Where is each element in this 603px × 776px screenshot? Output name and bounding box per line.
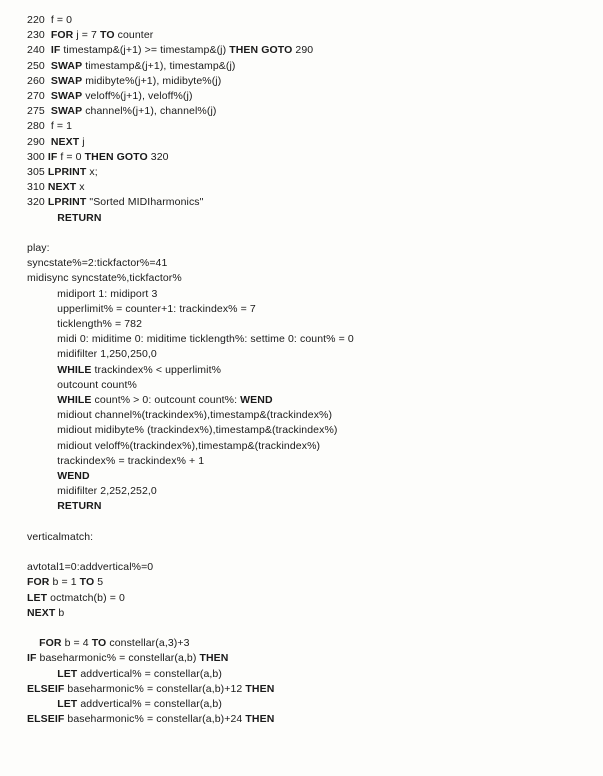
code-keyword: RETURN	[57, 211, 102, 224]
code-text: x;	[86, 166, 98, 178]
code-text: 275	[27, 105, 51, 118]
code-text: constellar(a,3)+3	[106, 637, 190, 650]
code-text: 5	[94, 576, 104, 589]
code-keyword: SWAP	[50, 59, 83, 72]
code-text	[27, 364, 57, 376]
code-line	[27, 409, 332, 421]
code-keyword: TO	[79, 576, 95, 589]
code-line	[27, 29, 153, 41]
code-text: b	[55, 606, 65, 619]
code-text: 300	[27, 150, 48, 163]
code-keyword: NEXT	[50, 135, 80, 148]
code-keyword: LET	[57, 667, 78, 680]
code-text: upperlimit% = counter+1: trackindex% = 7	[27, 302, 256, 315]
code-text: midiout channel%(trackindex%),timestamp&(trackindex%)	[27, 409, 333, 422]
code-text: midifilter 2,252,252,0	[27, 485, 157, 498]
code-line	[27, 713, 274, 725]
code-text: 290	[292, 44, 314, 57]
code-text: counter	[114, 29, 154, 42]
code-line	[27, 424, 338, 436]
code-text: play:	[27, 242, 50, 254]
code-text: addvertical% = constellar(a,b)	[77, 698, 222, 710]
code-line	[27, 196, 203, 208]
code-text: midiout midibyte% (trackindex%),timestamp&(trackindex%)	[27, 424, 338, 437]
code-keyword: NEXT	[27, 606, 56, 619]
code-line	[27, 440, 320, 452]
code-keyword: TO	[100, 29, 115, 42]
code-line	[27, 212, 102, 224]
code-line	[27, 668, 222, 680]
code-keyword: TO	[91, 637, 107, 650]
code-text: 220 f = 0	[27, 14, 73, 26]
code-text: 250	[27, 59, 51, 72]
code-keyword: ELSEIF	[27, 713, 65, 726]
code-line	[27, 592, 125, 604]
code-text	[27, 470, 57, 482]
code-keyword: WHILE	[57, 363, 92, 376]
code-text: "Sorted MIDIharmonics"	[86, 196, 204, 209]
code-keyword: FOR	[39, 637, 62, 650]
code-text: trackindex% = trackindex% + 1	[27, 454, 205, 467]
code-line	[27, 485, 157, 497]
code-keyword: SWAP	[50, 105, 83, 118]
code-line	[27, 75, 221, 87]
code-keyword: LPRINT	[47, 196, 87, 209]
code-text: syncstate%=2:tickfactor%=41	[27, 257, 168, 270]
code-keyword: WHILE	[57, 394, 92, 406]
code-text: 280 f = 1	[27, 120, 73, 133]
code-keyword: WEND	[57, 470, 90, 482]
code-text: midi 0: miditime 0: miditime ticklength%: settime 0: count% = 0	[27, 333, 354, 346]
code-line	[27, 120, 72, 132]
code-text: 305	[27, 166, 48, 178]
code-text	[27, 212, 57, 224]
code-text: count% > 0: outcount count%:	[91, 394, 241, 406]
code-line	[27, 136, 85, 148]
code-text: 230	[27, 29, 51, 42]
code-keyword: WEND	[240, 394, 273, 406]
code-text: midisync syncstate%,tickfactor%	[27, 272, 182, 285]
code-text: veloff%(j+1), veloff%(j)	[82, 90, 193, 102]
code-text: ticklength% = 782	[27, 318, 143, 330]
code-line	[27, 394, 273, 406]
code-text	[27, 698, 57, 710]
code-line	[27, 181, 85, 193]
code-line	[27, 14, 72, 26]
code-line	[27, 470, 90, 482]
code-line	[27, 652, 228, 664]
code-line	[27, 607, 64, 619]
code-keyword: SWAP	[50, 90, 83, 102]
code-line	[27, 318, 142, 330]
code-line	[27, 364, 221, 376]
code-keyword: IF	[50, 44, 61, 57]
code-keyword: THEN	[199, 652, 229, 665]
code-keyword: LET	[27, 591, 48, 604]
code-line	[27, 561, 153, 573]
code-keyword: THEN	[245, 713, 275, 726]
code-text: avtotal1=0:addvertical%=0	[27, 561, 154, 574]
code-line	[27, 500, 102, 512]
code-line	[27, 698, 222, 710]
code-text: midibyte%(j+1), midibyte%(j)	[82, 74, 222, 87]
code-line	[27, 637, 190, 649]
code-text	[27, 500, 57, 512]
code-line	[27, 455, 204, 467]
code-text: baseharmonic% = constellar(a,b)+24	[64, 713, 246, 726]
code-text: baseharmonic% = constellar(a,b)+12	[64, 682, 246, 695]
code-line	[27, 166, 98, 178]
code-keyword: THEN	[245, 682, 275, 695]
code-text: b = 4	[61, 637, 92, 650]
code-text: addvertical% = constellar(a,b)	[77, 667, 222, 680]
code-line	[27, 576, 103, 588]
code-text	[27, 394, 57, 406]
code-keyword: THEN GOTO	[84, 150, 148, 163]
code-text: j	[79, 135, 85, 148]
code-text	[27, 637, 39, 649]
code-line	[27, 531, 93, 543]
code-text: 240	[27, 44, 51, 57]
code-line	[27, 272, 182, 284]
code-text: 270	[27, 90, 51, 102]
code-keyword: FOR	[27, 576, 50, 589]
code-line	[27, 683, 274, 695]
code-keyword: ELSEIF	[27, 682, 65, 695]
code-text: octmatch(b) = 0	[47, 591, 125, 604]
code-line	[27, 105, 217, 117]
code-text	[27, 668, 57, 680]
code-line	[27, 60, 236, 72]
code-text: 320	[147, 150, 169, 163]
code-line	[27, 379, 137, 391]
code-line	[27, 151, 169, 163]
code-text: timestamp&(j+1) >= timestamp&(j)	[60, 44, 230, 57]
code-text: midiport 1: midiport 3	[27, 287, 158, 300]
code-keyword: THEN GOTO	[229, 44, 293, 57]
code-keyword: IF	[47, 150, 58, 163]
code-keyword: SWAP	[50, 74, 83, 87]
code-text: 260	[27, 74, 51, 87]
code-text: verticalmatch:	[27, 530, 94, 543]
code-text: f = 0	[57, 150, 85, 163]
code-keyword: LET	[57, 698, 78, 710]
code-text: j = 7	[73, 29, 101, 42]
code-line	[27, 303, 256, 315]
code-keyword: NEXT	[47, 181, 77, 194]
code-text: 320	[27, 196, 48, 209]
code-text: 290	[27, 135, 51, 148]
code-text: outcount count%	[27, 378, 137, 391]
code-keyword: FOR	[50, 29, 74, 42]
code-text: trackindex% < upperlimit%	[91, 363, 222, 376]
code-text: 310	[27, 181, 48, 194]
code-line	[27, 90, 193, 102]
code-line	[27, 242, 50, 254]
code-line	[27, 333, 354, 345]
code-line	[27, 348, 157, 360]
code-text: channel%(j+1), channel%(j)	[82, 105, 217, 118]
code-line	[27, 288, 157, 300]
code-line	[27, 257, 167, 269]
code-text: midiout veloff%(trackindex%),timestamp&(trackindex%)	[27, 439, 321, 452]
code-text: x	[76, 181, 85, 194]
code-line	[27, 44, 313, 56]
code-keyword: IF	[27, 652, 37, 665]
code-text: b = 1	[49, 576, 80, 589]
code-text: timestamp&(j+1), timestamp&(j)	[82, 59, 236, 72]
code-text: midifilter 1,250,250,0	[27, 348, 157, 361]
code-text: baseharmonic% = constellar(a,b)	[36, 652, 200, 665]
code-keyword: RETURN	[57, 500, 102, 513]
code-keyword: LPRINT	[47, 166, 87, 178]
